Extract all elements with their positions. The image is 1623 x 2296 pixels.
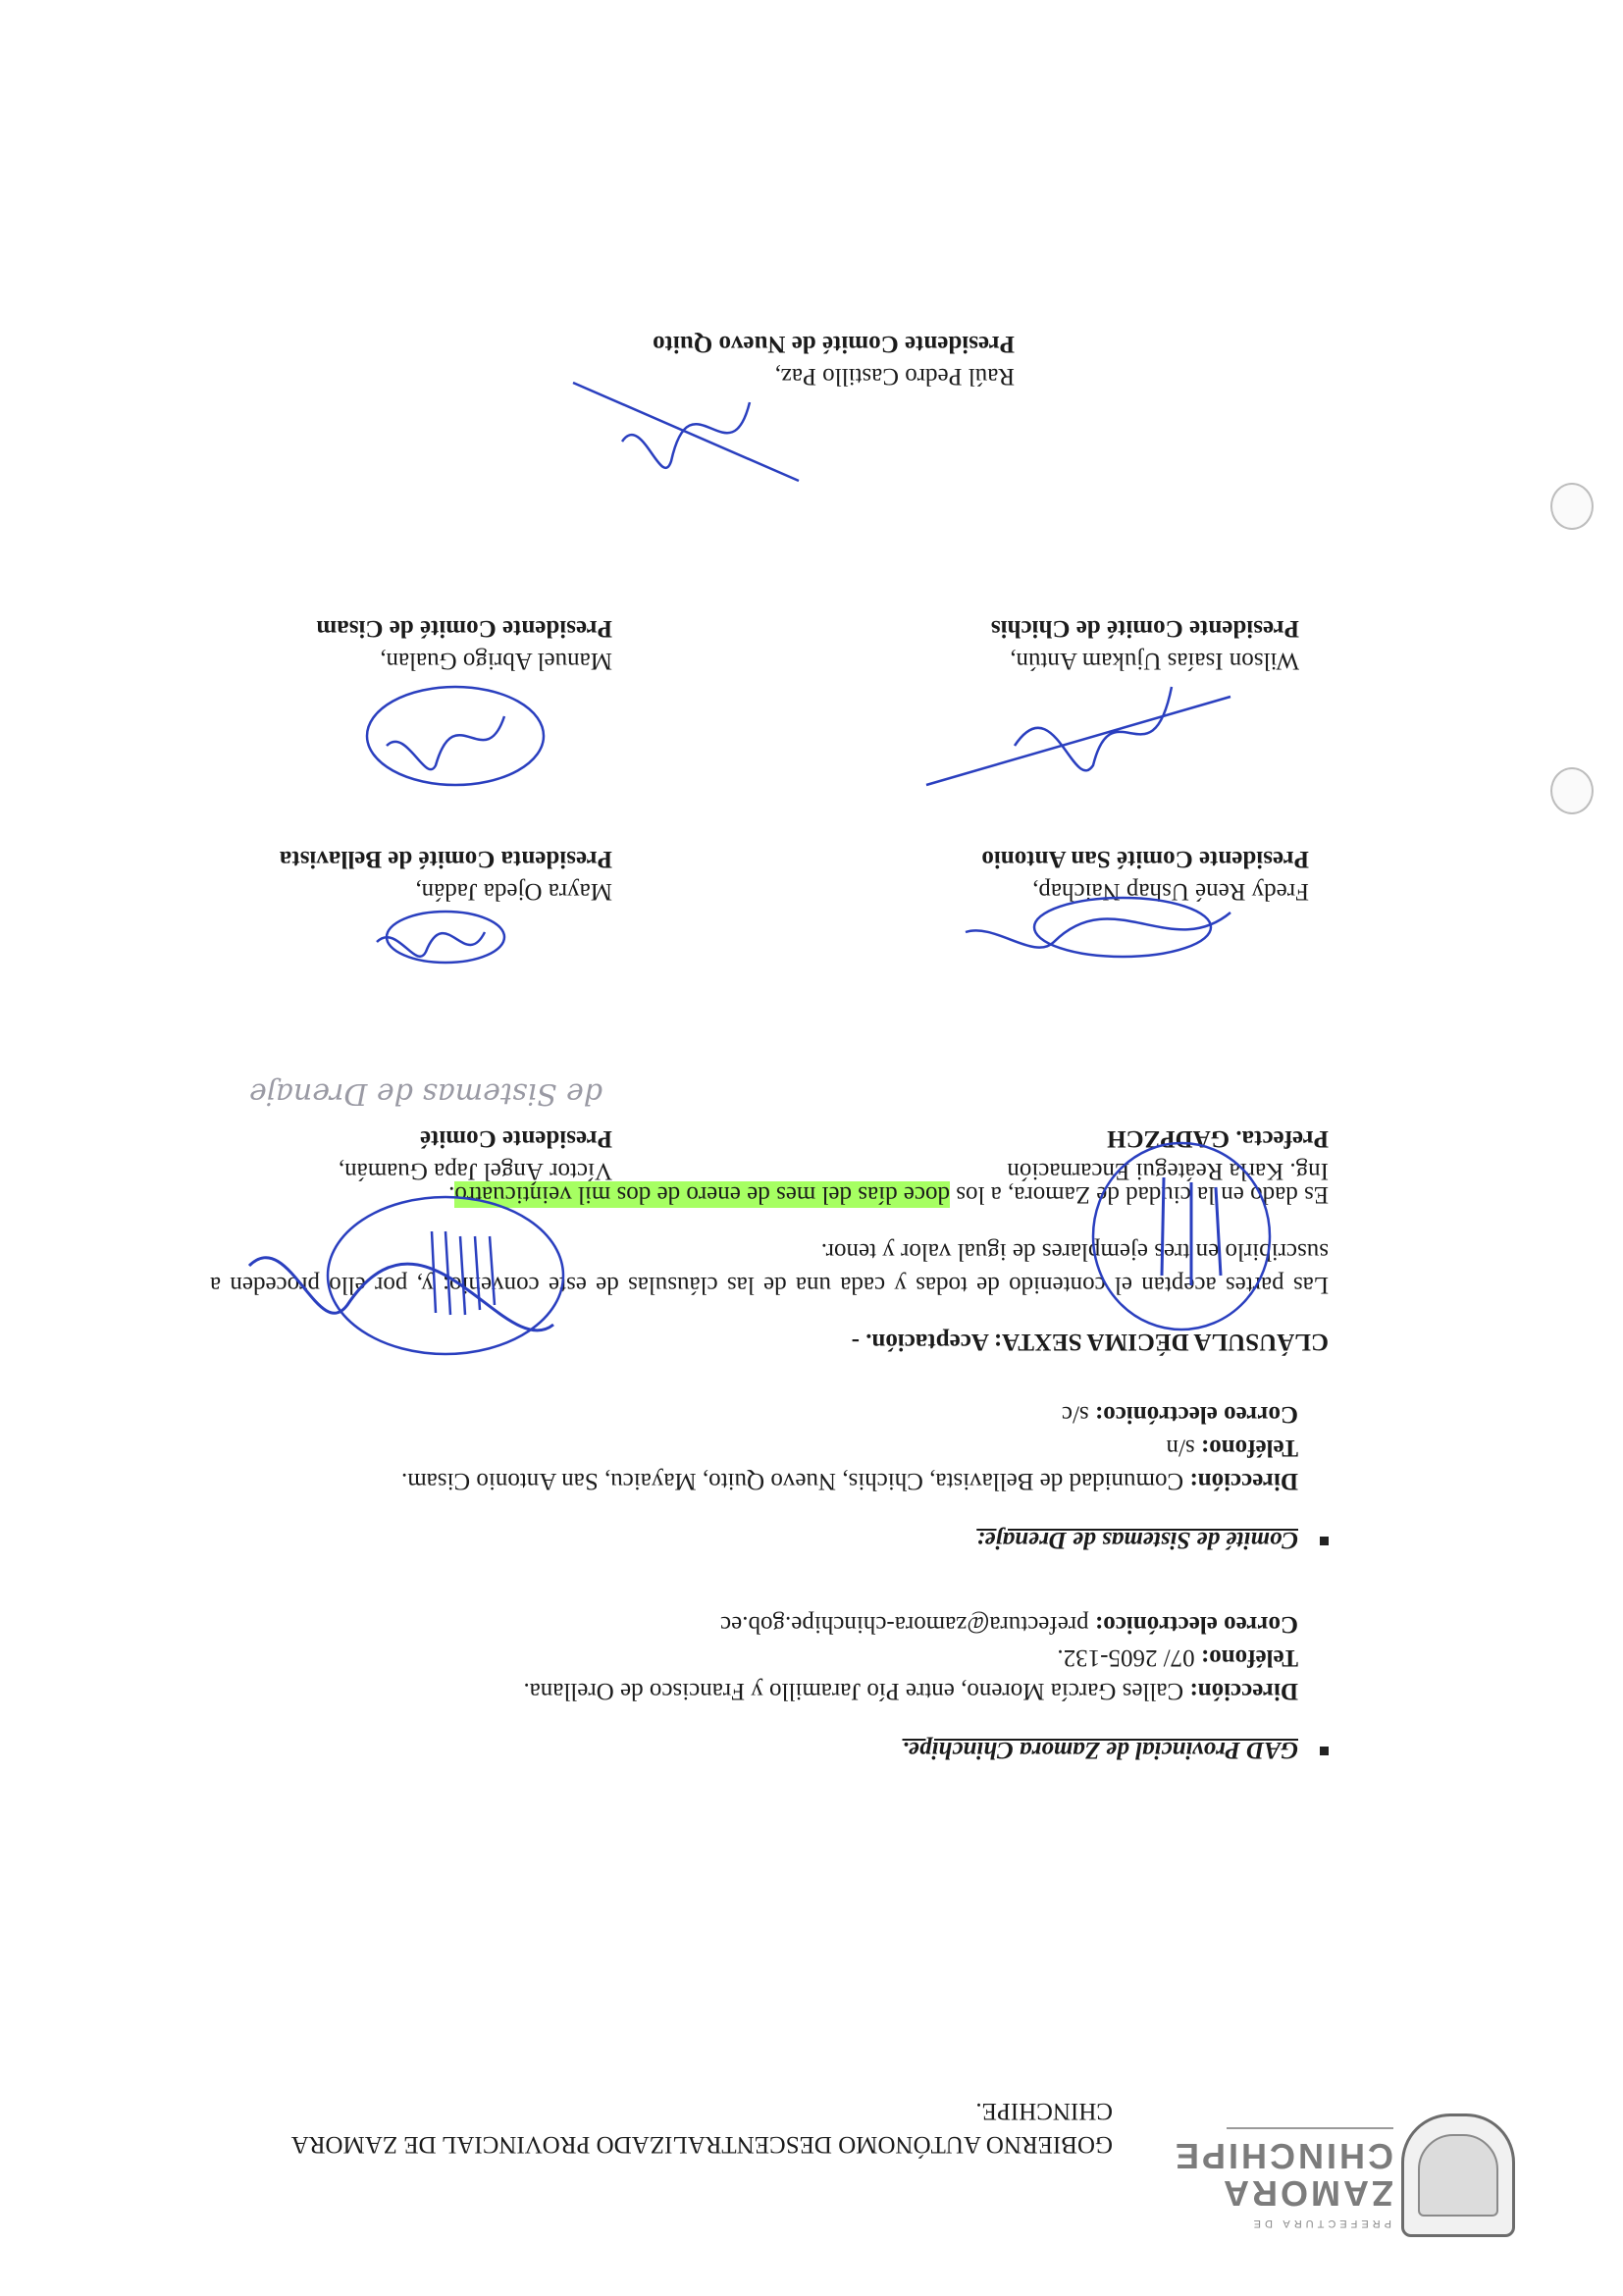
gad-heading: GAD Provincial de Zamora Chinchipe.	[902, 1737, 1298, 1763]
signer-name: Víctor Ángel Japa Guamán,	[338, 1158, 612, 1184]
signer-role: Presidente Comité	[419, 1125, 612, 1152]
header	[0, 2080, 1623, 2296]
gad-contact	[210, 1607, 1298, 1707]
comite-phone-label: Teléfono:	[1200, 1435, 1298, 1461]
clause-text: Las partes aceptan el contenido de todas y cada una de las cláusulas de este convenio; y, por ello proceden a suscribirlo en tres ejemplares de igual valor y tenor.	[210, 1238, 1329, 1298]
bullet-square-icon	[1320, 1537, 1329, 1545]
signature-scribble-ojeda	[347, 893, 544, 981]
signer-name: Manuel Abrigo Gualan,	[380, 648, 612, 674]
comite-email-line	[210, 1397, 1298, 1431]
logo-line2: CHINCHIPE	[1172, 2136, 1393, 2176]
bullet-square-icon	[1320, 1747, 1329, 1755]
coat-of-arms-icon	[1401, 2113, 1515, 2237]
gad-phone: 07/ 2605-132.	[1057, 1644, 1195, 1671]
signature-area	[0, 88, 1623, 1266]
signer-name: Ing. Karla Reátegui Encarnación	[1007, 1158, 1329, 1184]
signature-scribble-abrigo	[347, 667, 563, 805]
signature-scribble-castillo	[563, 363, 838, 500]
comite-section-heading	[210, 1523, 1329, 1556]
signer-name: Raúl Pedro Castillo Paz,	[774, 363, 1015, 390]
gad-email: prefectura@zamora-chinchipe.gob.ec	[720, 1611, 1089, 1638]
punch-hole	[1550, 767, 1594, 814]
handwritten-note: de Sistemas de Drenaje	[248, 1076, 602, 1111]
gad-email-line	[210, 1607, 1298, 1641]
gad-section-heading	[210, 1733, 1329, 1766]
comite-address: Comunidad de Bellavista, Chichis, Nuevo Quito, Mayaicu, San Antonio Cisam.	[400, 1468, 1184, 1494]
signer-name: Wilson Isaías Ujukam Antún,	[1010, 648, 1299, 674]
logo-rule	[1227, 2127, 1393, 2129]
signature-scribble-ushap	[956, 873, 1250, 981]
comite-address-line	[210, 1464, 1298, 1497]
signer-role: Presidenta Comité de Bellavista	[279, 846, 612, 872]
prefectura-logo	[1172, 2119, 1515, 2237]
comite-phone: s/n	[1166, 1435, 1195, 1461]
signer-name: Fredy René Ushap Naichap,	[1032, 878, 1309, 905]
comite-email: s/c	[1061, 1401, 1089, 1428]
signer-role: Presidente Comité de Chichis	[990, 615, 1299, 642]
date-highlight: doce días del mes de enero de dos mil veinticuatro	[454, 1181, 951, 1208]
gad-email-label: Correo electrónico:	[1094, 1611, 1298, 1638]
date-after: .	[448, 1181, 455, 1208]
date-before: Es dado en la ciudad de Zamora, a los	[950, 1181, 1329, 1208]
comite-phone-line	[210, 1431, 1298, 1464]
comite-address-label: Dirección:	[1189, 1468, 1298, 1494]
comite-heading: Comité de Sistemas de Drenaje:	[976, 1527, 1298, 1553]
gad-address: Calles García Moreno, entre Pío Jaramillo y Francisco de Orellana.	[523, 1678, 1184, 1704]
signature-scribble-ujukam	[916, 667, 1250, 805]
signer-role: Presidente Comité de Cisam	[316, 615, 612, 642]
signer-role: Presidente Comité San Antonio	[981, 846, 1309, 872]
gad-address-label: Dirección:	[1189, 1678, 1298, 1704]
signature-scribble-prefecta	[975, 1148, 1329, 1344]
government-title: GOBIERNO AUTÓNOMO DESCENTRALIZADO PROVINCIAL DE ZAMORA CHINCHIPE.	[292, 2098, 1113, 2158]
gad-phone-line	[210, 1641, 1298, 1674]
comite-email-label: Correo electrónico:	[1094, 1401, 1298, 1428]
signer-role: Prefecta. GADPZCH	[1107, 1125, 1329, 1152]
logo-small-text: PREFECTURA DE	[1249, 2218, 1391, 2229]
signer-role: Presidente Comité de Nuevo Quito	[653, 331, 1015, 357]
clause-title: CLÁUSULA DÉCIMA SEXTA: Aceptación. -	[851, 1329, 1329, 1355]
punch-hole	[1550, 483, 1594, 530]
gad-phone-label: Teléfono:	[1200, 1644, 1298, 1671]
gad-address-line	[210, 1674, 1298, 1707]
comite-contact	[210, 1397, 1298, 1497]
signer-name: Mayra Ojeda Jadán,	[415, 878, 612, 905]
logo-line1: ZAMORA	[1221, 2173, 1393, 2214]
signature-scribble-japa	[230, 1168, 642, 1383]
